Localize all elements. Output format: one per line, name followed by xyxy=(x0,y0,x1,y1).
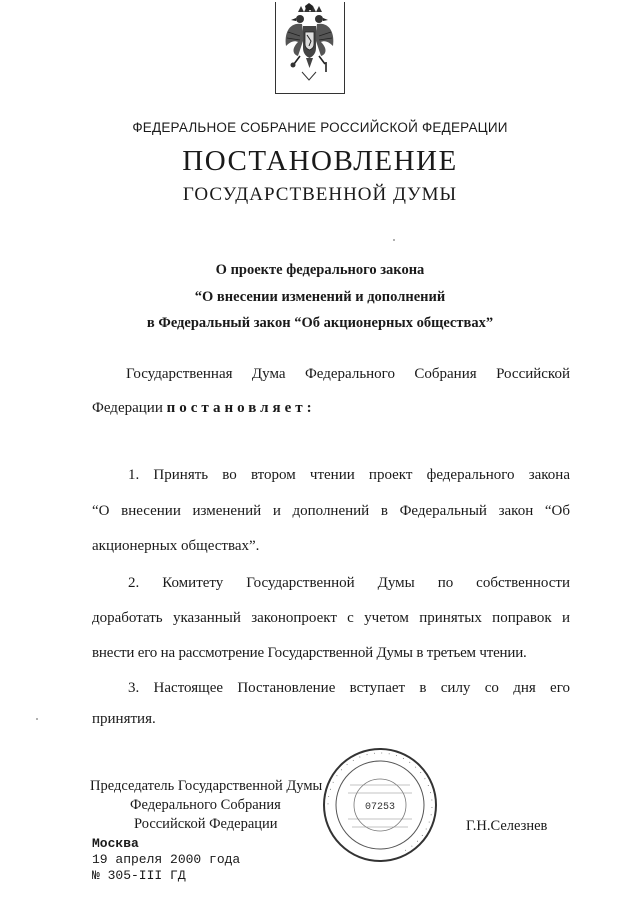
preamble-line-2 xyxy=(92,400,316,417)
scan-speck xyxy=(393,239,395,241)
organization-heading: ФЕДЕРАЛЬНОЕ СОБРАНИЕ РОССИЙСКОЙ ФЕДЕРАЦИИ xyxy=(132,120,508,135)
footer-number: № 305-III ГД xyxy=(92,868,186,883)
item-2-line-3: внести его на рассмотрение Государственной Думы в третьем чтении. xyxy=(92,645,527,661)
item-1-line-2: “О внесении изменений и дополнений в Федеральный закон “Об xyxy=(92,503,570,519)
item-3-line-1: 3. Настоящее Постановление вступает в силу со дня его xyxy=(128,680,570,696)
double-headed-eagle-emblem-icon xyxy=(276,2,343,92)
official-stamp xyxy=(320,745,440,865)
scan-speck xyxy=(36,718,38,720)
resolution-verb: постановляет: xyxy=(166,400,316,416)
signatory-name: Г.Н.Селезнев xyxy=(466,818,548,834)
stamp-number: 07253 xyxy=(364,802,396,813)
document-type-title: ПОСТАНОВЛЕНИЕ xyxy=(182,145,458,177)
document-issuer-title: ГОСУДАРСТВЕННОЙ ДУМЫ xyxy=(182,184,458,205)
item-2-line-1: 2. Комитету Государственной Думы по собственности xyxy=(128,575,570,591)
item-1-line-1: 1. Принять во втором чтении проект федерального закона xyxy=(128,467,570,483)
emblem-frame xyxy=(275,2,345,94)
item-1-line-3: акционерных обществах”. xyxy=(92,538,260,554)
footer-date: 19 апреля 2000 года xyxy=(92,852,241,867)
svg-text:∙ ∙ ∙ ∙ ∙ ∙ ∙ ∙ ∙ ∙ ∙ ∙ ∙ ∙ ∙: ∙ ∙ ∙ ∙ ∙ ∙ ∙ ∙ ∙ ∙ ∙ ∙ ∙ ∙ ∙ ∙ ∙ ∙ ∙ ∙ ∙ ∙ ∙ ∙ ∙ ∙ ∙ ∙ ∙ ∙ xyxy=(322,747,438,856)
preamble-line-1: Государственная Дума Федерального Собрания Российской xyxy=(126,366,570,382)
subject-line-1: О проекте федерального закона xyxy=(215,262,425,278)
subject-line-2: “О внесении изменений и дополнений xyxy=(194,289,446,305)
subject-line-3: в Федеральный закон “Об акционерных обществах” xyxy=(146,315,494,331)
item-3-line-2: принятия. xyxy=(92,711,156,727)
signatory-title-line-1: Председатель Государственной Думы xyxy=(90,778,323,794)
preamble-text: Федерации xyxy=(92,400,163,416)
signatory-title-line-3: Российской Федерации xyxy=(134,816,278,832)
round-seal-icon xyxy=(320,745,440,865)
item-2-line-2: доработать указанный законопроект с учетом принятых поправок и xyxy=(92,610,570,626)
signatory-title-line-2: Федерального Собрания xyxy=(130,797,281,813)
footer-city: Москва xyxy=(92,836,139,851)
